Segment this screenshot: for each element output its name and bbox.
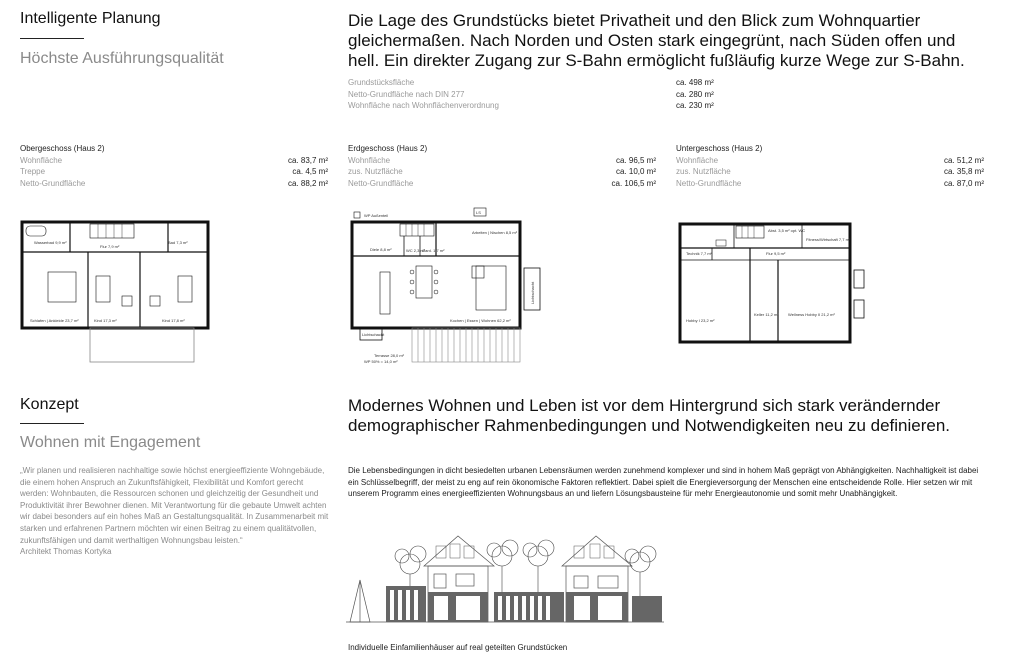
plan-label: Arbeiten | Nischen 8,5 m² <box>472 230 518 235</box>
plan-label: Diele 8,8 m² <box>370 247 392 252</box>
plan-label: Wasserbad 9,9 m² <box>34 240 67 245</box>
fact-row: Netto-Grundfläche nach DIN 277 ca. 280 m² <box>348 89 714 99</box>
plan-label: LS <box>476 210 481 215</box>
facts-table <box>348 77 718 112</box>
floor-title: Erdgeschoss (Haus 2) <box>348 144 428 153</box>
floor-plan-ug <box>672 218 872 348</box>
plan-label: Wellness Hobby II 21,2 m² <box>788 312 835 317</box>
plan-label: Technik 7,7 m² <box>686 251 713 256</box>
plan-label: WP 50% = 14,0 m² <box>364 359 398 364</box>
floor-plan-eg <box>340 206 550 372</box>
floor-table-ug: Untergeschoss (Haus 2) Wohnfläche ca. 51,2 m² zus. Nutzfläche ca. 35,8 m² Netto-Grundfläche ca. 87,0 m² <box>676 144 984 188</box>
plan-label: Keller 11,2 m² <box>754 312 779 317</box>
quote-author: Architekt Thomas Kortyka <box>20 547 112 557</box>
section-title: Intelligente Planung <box>20 10 161 27</box>
floor-table-eg: Erdgeschoss (Haus 2) Wohnfläche ca. 96,5 m² zus. Nutzfläche ca. 10,0 m² Netto-Grundfläche ca. 106,5 m² <box>348 144 656 188</box>
plan-label: Flur 9,5 m² <box>766 251 786 256</box>
elevation-caption: Individuelle Einfamilienhäuser auf real geteilten Grundstücken <box>348 643 568 652</box>
plan-label: WC 2,3 m² <box>406 248 426 253</box>
konzept-divider <box>20 423 84 424</box>
plan-label: WP Außenteil <box>364 213 389 218</box>
plan-label: Kind 17,3 m² <box>94 318 117 323</box>
title-divider <box>20 38 84 39</box>
floor-title: Obergeschoss (Haus 2) <box>20 144 105 153</box>
floor-title: Untergeschoss (Haus 2) <box>676 144 763 153</box>
intro-headline: Die Lage des Grundstücks bietet Privatheit und den Blick zum Wohnquartier gleichermaßen. Nach Norden und Osten stark eingegrünt, nach Süden offen und hell. Ein direkter Zugang zur S-Bahn ermöglicht fußläufig kurze Wege zur S-Bahn. <box>348 11 965 70</box>
concept-body: Die Lebensbedingungen in dicht besiedelten urbanen Lebensräumen werden zunehmend komplexer und sind in hohem Maß geprägt von Abhängigkeiten. Nachhaltigkeit ist dabei ein Schlüsselbegriff, der meist zu eng auf rein ökonomische Faktoren reflektiert. Dabei spielt die Energieversorgung der Menschen eine entscheidende Rolle. Hier setzen wir mit unserem Programm eines energieeffizienten Wohnungsbaus an und liefern Lösungsbausteine für mehr Energieautonomie und somit mehr Unabhängigkeit. <box>348 466 979 499</box>
floor-plan-og <box>18 218 214 366</box>
konzept-title: Konzept <box>20 396 79 413</box>
architect-quote: „Wir planen und realisieren nachhaltige sowie höchst energieeffiziente Wohngebäude, die einem hohen Anspruch an Zukunftsfähigkeit, Flexibilität und Komfort gerecht werden: Wohnbauten, die Ressourcen schonen und gleichzeitig der Gesundheit und Produktivität ihrer Bewohner dienen. Mit Verantwortung für die gebaute Umwelt achten wir dabei besonders auf ein hohes Maß an Gestaltungsqualität. In Zusammenarbeit mit starken und erfahrenen Partnern möchten wir einen Beitrag zu einem qualitätvollen, zukunftsfähigen und damit werthaltigen Wohnungsbau leisten.“ Architekt Thomas Kortyka <box>20 466 329 557</box>
plan-label: Fitness/Wirtschaft 7,7 m² <box>806 237 851 242</box>
plan-label: Abst. 3,5 m² opt. WC <box>768 228 806 233</box>
plan-label: Flur 7,9 m² <box>100 244 120 249</box>
plan-label: Schlafen | Ankleide 23,7 m² <box>30 318 79 323</box>
plan-label: Lichtschacht <box>530 281 535 304</box>
plan-label: Lichtschacht <box>362 332 385 337</box>
house-elevation-drawing <box>346 526 666 630</box>
plan-label: Hobby I 23,2 m² <box>686 318 715 323</box>
fact-row: Grundstücksfläche ca. 498 m² <box>348 78 714 87</box>
plan-label: Kind 17,8 m² <box>162 318 185 323</box>
plan-label: Kochen | Essen | Wohnen 62,2 m² <box>450 318 511 323</box>
fact-row: Wohnfläche nach Wohnflächenverordnung ca. 230 m² <box>348 101 714 111</box>
concept-headline: Modernes Wohnen und Leben ist vor dem Hintergrund sich stark verändernder demographischer Rahmenbedingungen und Notwendigkeiten neu zu definieren. <box>348 396 951 435</box>
plan-label: Gard. 1,7 m² <box>422 248 445 253</box>
plan-label: Terrasse 28,0 m² <box>374 353 405 358</box>
floor-table-og: Obergeschoss (Haus 2) Wohnfläche ca. 83,7 m² Treppe ca. 4,5 m² Netto-Grundfläche ca. 88,2 m² <box>20 144 328 188</box>
section-subtitle: Höchste Ausführungsqualität <box>20 50 224 67</box>
konzept-subtitle: Wohnen mit Engagement <box>20 434 201 451</box>
plan-label: Bad 7,3 m² <box>168 240 188 245</box>
